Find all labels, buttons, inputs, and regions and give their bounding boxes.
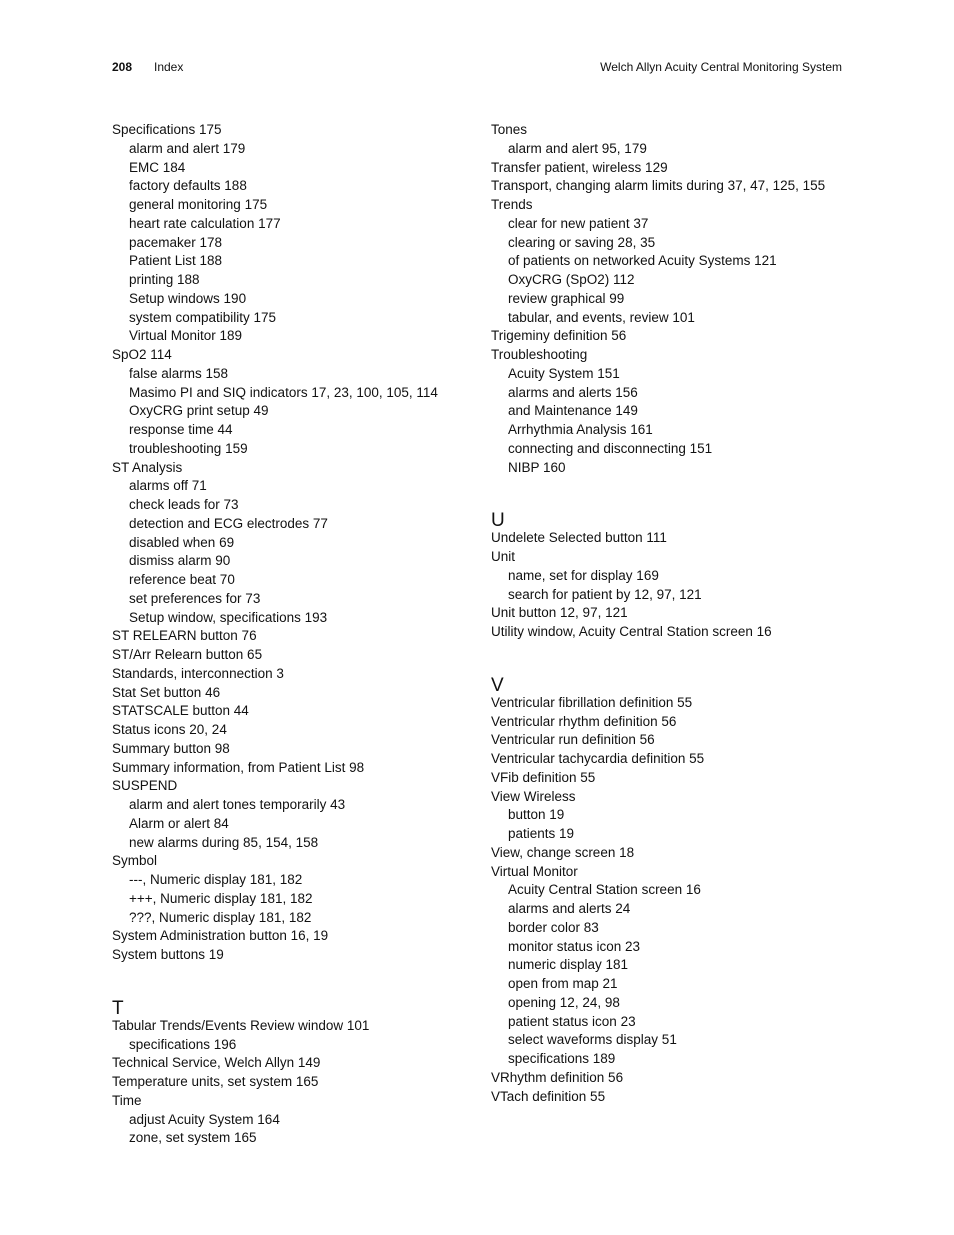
- index-entry: Tabular Trends/Events Review window 101: [112, 1017, 370, 1033]
- index-entry: SpO2 114: [112, 347, 172, 362]
- index-entry: Time: [112, 1092, 142, 1108]
- index-entry: VFib definition 55: [491, 769, 596, 785]
- index-entry: ST/Arr Relearn button 65: [112, 647, 263, 662]
- index-subentry: alarm and alert 179: [129, 140, 246, 156]
- index-subentry: adjust Acuity System 164: [129, 1111, 280, 1127]
- index-subentry: alarm and alert tones temporarily 43: [129, 797, 346, 812]
- index-subentry: heart rate calculation 177: [129, 215, 281, 231]
- index-entry: Symbol: [112, 853, 158, 869]
- index-entry: Specifications 175: [112, 122, 222, 137]
- index-column-left: [112, 121, 492, 1148]
- index-subentry: border color 83: [508, 919, 599, 935]
- index-subentry: and Maintenance 149: [508, 403, 638, 419]
- index-entry: Trigeminy definition 56: [491, 328, 627, 344]
- index-entry: Transfer patient, wireless 129: [491, 159, 668, 175]
- index-subentry: alarms and alerts 24: [508, 901, 631, 916]
- index-subentry: tabular, and events, review 101: [508, 309, 695, 325]
- index-subentry: clearing or saving 28, 35: [508, 234, 656, 250]
- index-entry: Summary button 98: [112, 740, 230, 756]
- index-subentry: alarms and alerts 156: [508, 384, 638, 400]
- index-subentry: Virtual Monitor 189: [129, 328, 243, 344]
- index-subentry: set preferences for 73: [129, 590, 261, 606]
- index-column-right: [491, 121, 871, 1106]
- index-entry: Technical Service, Welch Allyn 149: [112, 1055, 321, 1071]
- index-entry: Status icons 20, 24: [112, 722, 227, 737]
- section-name: Index: [154, 60, 184, 74]
- index-subentry: name, set for display 169: [508, 567, 659, 583]
- index-entry: Temperature units, set system 165: [112, 1074, 319, 1089]
- index-entry: Unit: [491, 549, 516, 564]
- index-entry: ST Analysis: [112, 459, 183, 475]
- index-subentry: Alarm or alert 84: [129, 815, 229, 831]
- index-subentry: printing 188: [129, 272, 200, 287]
- index-subentry: specifications 196: [129, 1036, 237, 1052]
- index-entry: Ventricular run definition 56: [491, 732, 655, 748]
- index-subentry: ???, Numeric display 181, 182: [129, 909, 312, 925]
- index-subentry: OxyCRG print setup 49: [129, 403, 269, 419]
- index-subentry: numeric display 181: [508, 957, 629, 973]
- index-subentry: review graphical 99: [508, 290, 625, 306]
- index-entry: STATSCALE button 44: [112, 703, 249, 719]
- index-entry: Ventricular rhythm definition 56: [491, 713, 677, 729]
- index-entry: Unit button 12, 97, 121: [491, 605, 628, 621]
- index-subentry: monitor status icon 23: [508, 938, 641, 954]
- index-letter-heading: U: [491, 510, 505, 532]
- index-subentry: Masimo PI and SIQ indicators 17, 23, 100, 105, 114: [129, 384, 438, 400]
- index-letter-heading: T: [112, 997, 124, 1019]
- index-subentry: false alarms 158: [129, 365, 229, 381]
- index-entry: Virtual Monitor: [491, 863, 578, 879]
- index-entry: VTach definition 55: [491, 1088, 606, 1104]
- index-subentry: +++, Numeric display 181, 182: [129, 890, 313, 906]
- index-subentry: Setup window, specifications 193: [129, 609, 328, 625]
- index-subentry: alarm and alert 95, 179: [508, 140, 647, 156]
- index-subentry: patient status icon 23: [508, 1013, 636, 1029]
- index-subentry: patients 19: [508, 826, 575, 841]
- index-entry: View Wireless: [491, 788, 576, 804]
- index-subentry: new alarms during 85, 154, 158: [129, 834, 319, 850]
- index-subentry: Setup windows 190: [129, 290, 247, 306]
- index-subentry: disabled when 69: [129, 534, 235, 550]
- index-entry: VRhythm definition 56: [491, 1069, 624, 1085]
- index-subentry: clear for new patient 37: [508, 215, 649, 231]
- index-subentry: alarms off 71: [129, 478, 207, 494]
- index-entry: Transport, changing alarm limits during 37, 47, 125, 155: [491, 178, 826, 194]
- index-subentry: check leads for 73: [129, 497, 239, 512]
- index-subentry: troubleshooting 159: [129, 440, 248, 456]
- index-entry: View, change screen 18: [491, 844, 635, 860]
- index-subentry: response time 44: [129, 422, 233, 437]
- index-entry: SUSPEND: [112, 778, 178, 794]
- book-title: Welch Allyn Acuity Central Monitoring System: [600, 60, 842, 74]
- index-subentry: Acuity Central Station screen 16: [508, 882, 701, 898]
- index-subentry: pacemaker 178: [129, 234, 223, 250]
- page-header: [112, 60, 842, 76]
- index-entry: Tones: [491, 122, 528, 137]
- index-entry: System Administration button 16, 19: [112, 928, 329, 944]
- index-subentry: reference beat 70: [129, 572, 235, 587]
- index-subentry: factory defaults 188: [129, 178, 247, 194]
- index-subentry: zone, set system 165: [129, 1130, 257, 1146]
- index-entry: Ventricular tachycardia definition 55: [491, 751, 705, 766]
- index-entry: Ventricular fibrillation definition 55: [491, 694, 693, 710]
- index-subentry: opening 12, 24, 98: [508, 994, 620, 1010]
- index-subentry: open from map 21: [508, 976, 618, 991]
- index-subentry: dismiss alarm 90: [129, 553, 231, 569]
- index-subentry: general monitoring 175: [129, 197, 268, 212]
- page-number: 208: [112, 60, 133, 74]
- index-subentry: search for patient by 12, 97, 121: [508, 586, 702, 602]
- index-subentry: detection and ECG electrodes 77: [129, 515, 328, 531]
- index-subentry: button 19: [508, 807, 565, 823]
- index-subentry: EMC 184: [129, 159, 186, 175]
- index-entry: Troubleshooting: [491, 347, 588, 362]
- index-subentry: specifications 189: [508, 1051, 616, 1066]
- index-subentry: system compatibility 175: [129, 309, 277, 325]
- index-entry: Undelete Selected button 111: [491, 530, 667, 546]
- index-entry: Summary information, from Patient List 98: [112, 759, 365, 775]
- index-subentry: OxyCRG (SpO2) 112: [508, 272, 635, 287]
- index-subentry: connecting and disconnecting 151: [508, 440, 713, 456]
- index-letter-heading: V: [491, 674, 504, 696]
- index-subentry: NIBP 160: [508, 459, 566, 475]
- index-entry: Trends: [491, 197, 533, 212]
- index-subentry: Arrhythmia Analysis 161: [508, 422, 653, 437]
- index-entry: Stat Set button 46: [112, 684, 221, 700]
- index-subentry: Patient List 188: [129, 253, 223, 269]
- index-entry: Utility window, Acuity Central Station screen 16: [491, 624, 772, 639]
- index-subentry: ---, Numeric display 181, 182: [129, 872, 303, 887]
- index-entry: System buttons 19: [112, 947, 224, 962]
- index-entry: ST RELEARN button 76: [112, 628, 257, 644]
- index-entry: Standards, interconnection 3: [112, 665, 284, 681]
- index-subentry: select waveforms display 51: [508, 1032, 677, 1048]
- index-subentry: Acuity System 151: [508, 365, 620, 381]
- index-subentry: of patients on networked Acuity Systems 121: [508, 253, 777, 269]
